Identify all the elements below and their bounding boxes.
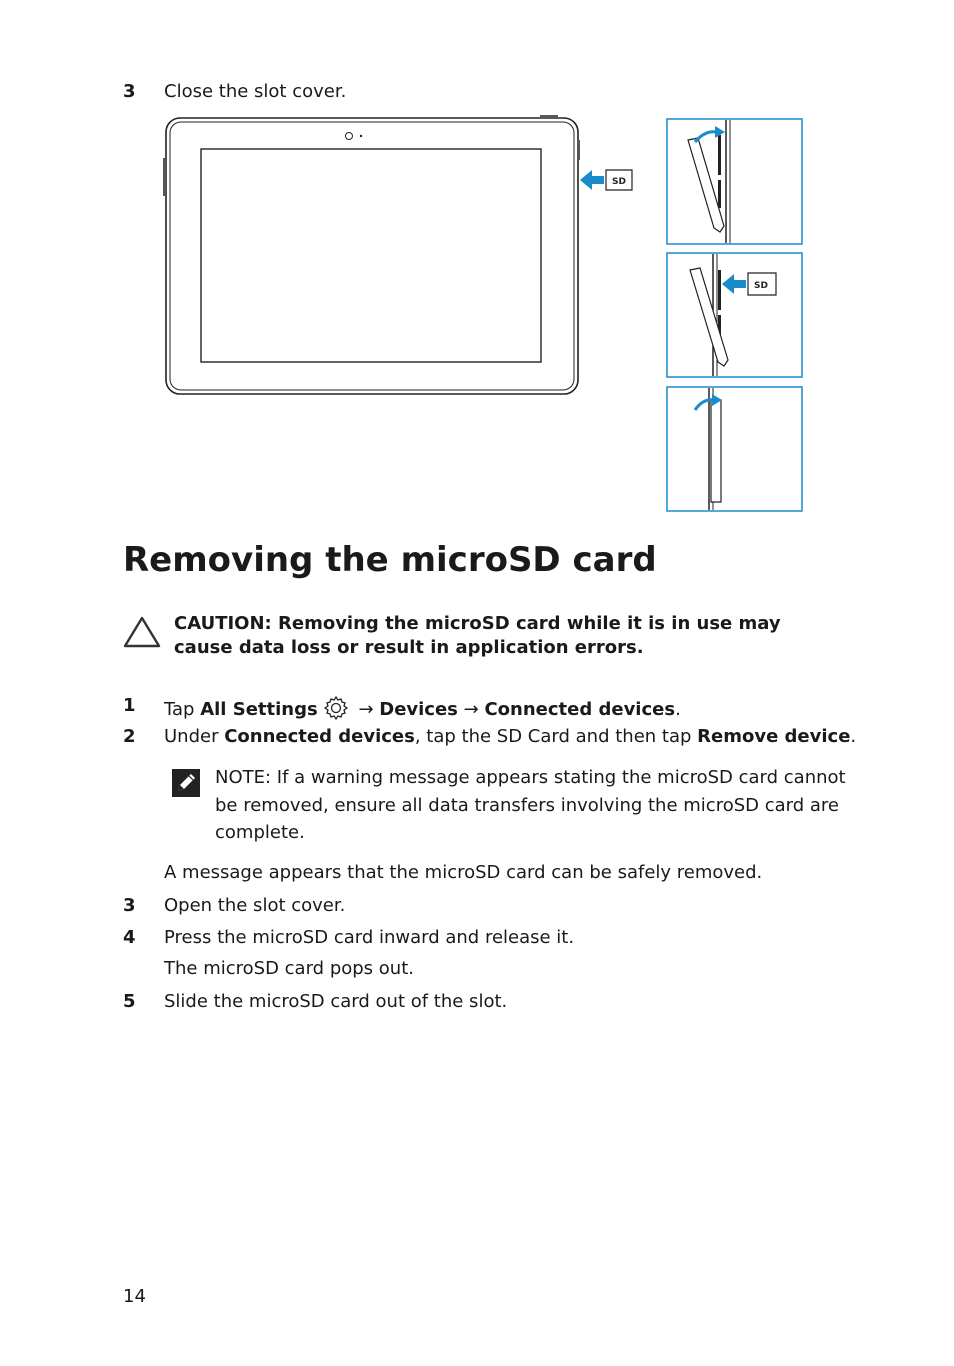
detail-panel-close-cover	[667, 387, 802, 511]
step-number: 1	[123, 695, 136, 716]
caution-message: CAUTION: Removing the microSD card while it is in use may cause data loss or result in application errors.	[174, 613, 781, 658]
step-text: Close the slot cover.	[164, 81, 347, 102]
step-number: 5	[123, 991, 136, 1012]
note-label: NOTE:	[215, 767, 272, 788]
step-number: 4	[123, 927, 136, 948]
step-number: 3	[123, 81, 136, 102]
detail-panel-open-cover	[667, 119, 802, 244]
svg-text:SD: SD	[754, 281, 768, 291]
section-heading: Removing the microSD card	[123, 540, 657, 580]
step-result: The microSD card pops out.	[164, 958, 414, 979]
tablet-illustration	[150, 110, 820, 520]
caution-triangle-icon	[122, 615, 162, 649]
note-pencil-icon	[171, 768, 201, 798]
step-text: Press the microSD card inward and release it.	[164, 927, 575, 948]
svg-text:SD: SD	[612, 177, 626, 187]
sd-card-icon	[606, 170, 632, 190]
step-text: Under Connected devices, tap the SD Card and then tap Remove device.	[164, 726, 857, 747]
detail-panel-insert-card	[667, 253, 802, 377]
page-number: 14	[123, 1286, 146, 1307]
step-text: Slide the microSD card out of the slot.	[164, 991, 508, 1012]
tablet-device	[163, 116, 580, 394]
result-message: A message appears that the microSD card can be safely removed.	[164, 862, 763, 883]
step-text: Open the slot cover.	[164, 895, 346, 916]
insert-arrow-icon	[580, 170, 604, 190]
note-message: NOTE: If a warning message appears stating the microSD card cannot be removed, ensure all data transfers involving the microSD card are complete.	[215, 767, 846, 843]
step-text: Tap All Settings → Devices → Connected devices.	[164, 695, 681, 726]
step-number: 3	[123, 895, 136, 916]
settings-gear-icon	[322, 695, 350, 726]
step-number: 2	[123, 726, 136, 747]
